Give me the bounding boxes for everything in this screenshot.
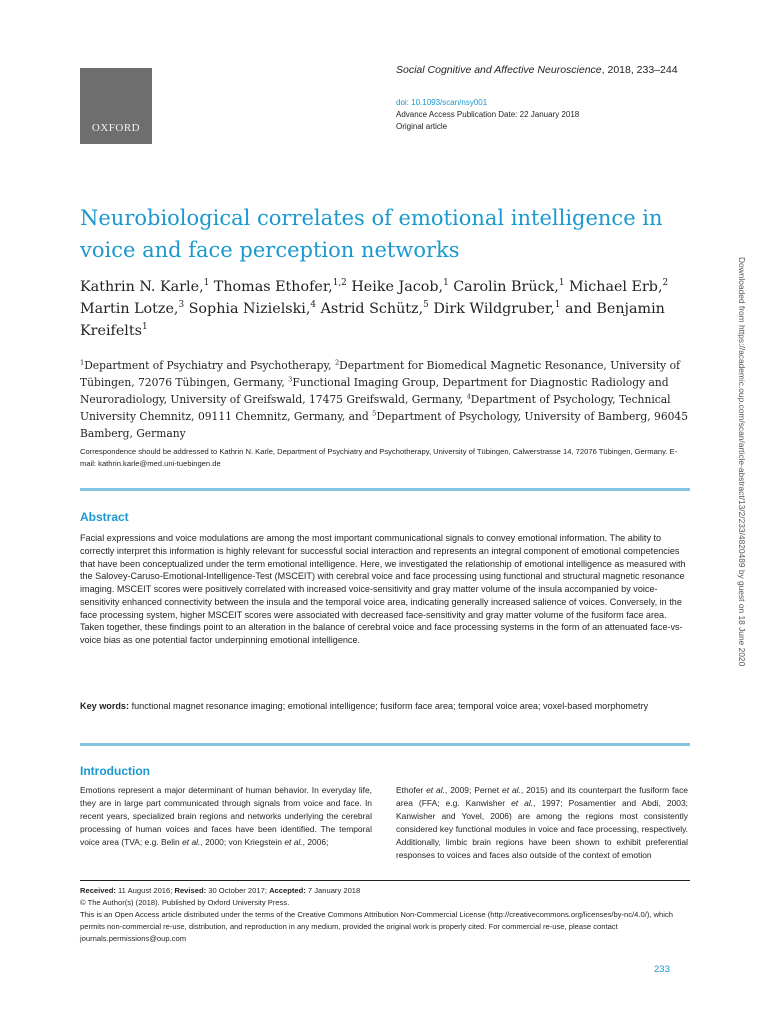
advance-access-date: Advance Access Publication Date: 22 January 2018: [396, 110, 580, 119]
accepted-date: 7 January 2018: [307, 886, 361, 895]
abstract-top-rule: [80, 488, 690, 491]
author-list: Kathrin N. Karle,$^1$ Thomas Ethofer,$^{1,2}$ Heike Jacob,$^1$ Carolin Brück,$^1$ Michael Erb,$^2$ Martin Lotze,$^3$ Sophia Nizielski,$^4$ Astrid Schütz,$^5$ Dirk Wildgruber,$^1$ and Benjamin Kreifelts$^1$: [80, 278, 669, 339]
revised-date: 30 October 2017;: [208, 886, 267, 895]
received-label: Received:: [80, 886, 116, 895]
journal-citation: , 2018, 233–244: [601, 64, 678, 76]
keywords-label: Key words:: [80, 701, 130, 711]
oxford-logo-text: OXFORD: [91, 122, 141, 134]
page-number: 233: [654, 964, 670, 975]
copyright-line: © The Author(s) (2018). Published by Oxford University Press.: [80, 898, 290, 907]
abstract-bottom-rule: [80, 743, 690, 746]
article-title: Neurobiological correlates of emotional intelligence in voice and face perception networks: [80, 206, 663, 262]
license-text: This is an Open Access article distributed under the terms of the Creative Commons Attribution Non-Commercial License (http://creativecommons.org/licenses/by-nc/4.0/), which permits non-commercial re-use, distribution, and reproduction in any medium, provided the original work is properly cited. For commercial re-use, please contact journals.permissions@oup.com: [80, 910, 673, 943]
introduction-column-left: Emotions represent a major determinant of human behavior. In everyday life, they are in large part communicated through signals from voice and face. In recent years, specialized brain regions and networks underlying the cerebral processing of human voices and faces have been identified. The temporal voice area (TVA; e.g. Belin et al., 2000; von Kriegstein et al., 2006;: [80, 785, 372, 847]
abstract-text: Facial expressions and voice modulations are among the most important communicational signals to convey emotional information. The ability to correctly interpret this information is highly relevant for successful social interaction and represents an integral component of emotional competencies that have been conceptualized under the term emotional intelligence. Here, we investigated the relationship of emotional intelligence as measured with the Salovey-Caruso-Emotional-Intelligence-Test (MSCEIT) with cerebral voice and face processing using functional and structural magnetic resonance imaging. MSCEIT scores were positively correlated with increased voice-sensitivity and gray matter volume of the insula accompanied by voice-sensitivity enhanced connectivity between the insula and the temporal voice area, indicating generally increased salience of voices. Conversely, in the face processing system, higher MSCEIT scores were associated with decreased face-sensitivity and gray matter volume of the fusiform face area. Taken together, these findings point to an alteration in the balance of cerebral voice and face processing systems in the form of an attenuated face-vs-voice bias as one potential factor underpinning emotional intelligence.: [80, 533, 686, 645]
journal-reference: [396, 64, 678, 76]
keywords: [80, 700, 690, 713]
received-date: 11 August 2016;: [118, 886, 173, 895]
affiliations: $^1$Department of Psychiatry and Psychotherapy, $^2$Department for Biomedical Magnetic Resonance, University of Tübingen, 72076 Tübingen, Germany, $^3$Functional Imaging Group, Department for Diagnostic Radiology and Neuroradiology, University of Greifswald, 17475 Greifswald, Germany, $^4$Department of Psychology, Technical University Chemnitz, 09111 Chemnitz, Germany, and $^5$Department of Psychology, University of Bamberg, 96045 Bamberg, Germany: [80, 358, 689, 440]
revised-label: Revised:: [174, 886, 207, 895]
journal-name: Social Cognitive and Affective Neuroscience: [396, 64, 602, 76]
correspondence-note: Correspondence should be addressed to Kathrin N. Karle, Department of Psychiatry and Psychotherapy, University of Tübingen, Calwerstrasse 14, 72076 Tübingen, Germany. E-mail: kathrin.karle@med.uni-tuebingen.de: [80, 447, 678, 468]
abstract-heading: Abstract: [80, 510, 129, 524]
accepted-label: Accepted:: [269, 886, 306, 895]
footnote-rule: [80, 880, 690, 881]
doi-link[interactable]: doi: 10.1093/scan/nsy001: [396, 98, 488, 107]
download-watermark: Downloaded from https://academic.oup.com/scan/article-abstract/13/2/233/4820489 by guest on 18 June 2020: [737, 257, 747, 667]
footnotes: [80, 885, 690, 945]
oxford-logo: [80, 68, 152, 144]
keywords-list: functional magnet resonance imaging; emotional intelligence; fusiform face area; temporal voice area; voxel-based morphometry: [131, 701, 649, 711]
introduction-heading: Introduction: [80, 764, 150, 778]
introduction-column-right: Ethofer et al., 2009; Pernet et al., 2015) and its counterpart the fusiform face area (FFA; e.g. Kanwisher et al., 1997; Posamentier and Abdi, 2003; Kanwisher and Yovel, 2006) are among the regions most consistently considered key functional modules in voice and face processing, respectively. Additionally, limbic brain regions have been shown to exhibit preferential responses to voices and faces also outside of the context of emotion: [396, 785, 688, 860]
submission-dates: [80, 885, 690, 897]
article-meta: [396, 97, 579, 133]
article-type: Original article: [396, 122, 448, 131]
